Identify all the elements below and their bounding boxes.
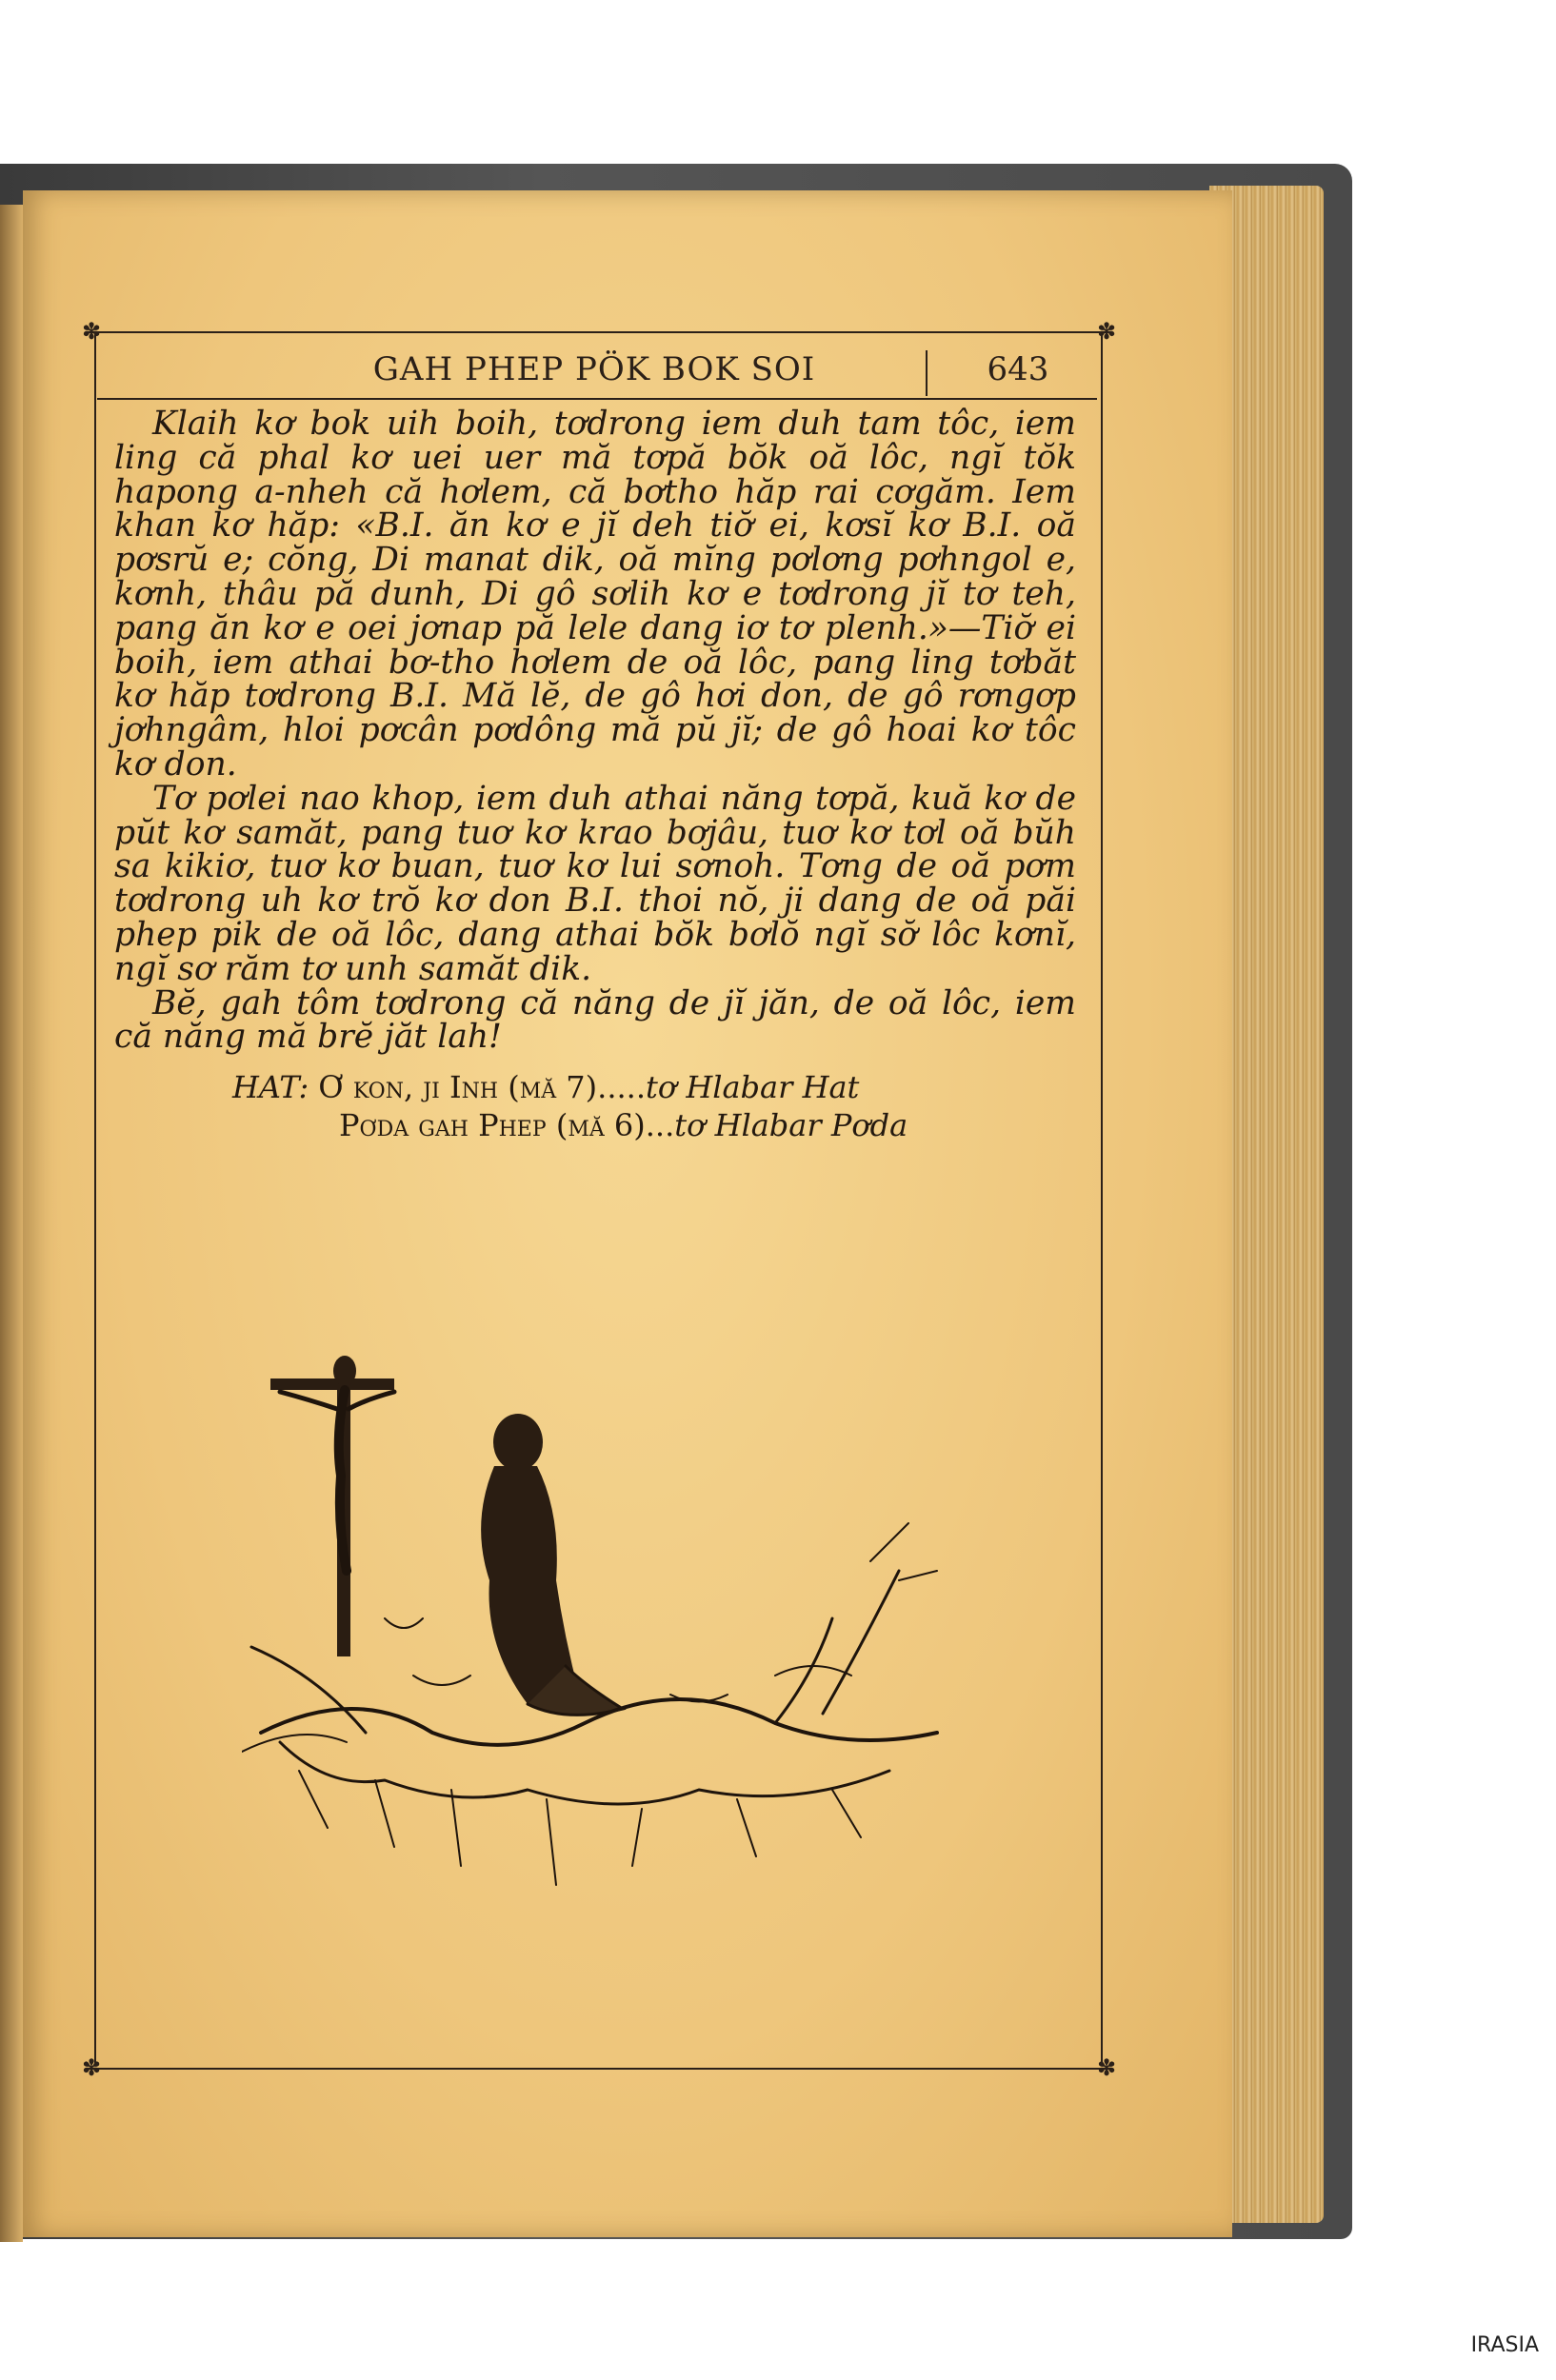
hymn-title: Ơ kon, ji Inh: [318, 1069, 499, 1105]
hymn-references: [232, 1068, 1089, 1144]
corner-ornament-icon: ✽: [82, 318, 102, 345]
running-head: GAH PHEP PÖK BOK SOI: [372, 350, 816, 388]
corner-ornament-icon: ✽: [82, 2054, 102, 2081]
hymn-title: Pơda gah Phep: [339, 1107, 547, 1143]
hymn-line: [232, 1068, 1089, 1106]
paragraph: Klaih kơ bok uih boih, tơdrong iem duh tam tôc, iem ling că phal kơ uei uer mă tơpă bŏk oă lôc, ngĭ tŏk hapong a-nheh că hơlem, că bơtho hăp rai cơgăm. Iem khan kơ hăp: «B.I. ăn kơ e jĭ deh tiơ̆ ei, kơsĭ kơ B.I. oă pơsrŭ e; cŏng, Di manat dik, oă mĭng pơlơng pơhngol e, kơnh, thâu pă dunh, Di gô sơlih kơ e tơdrong jĭ tơ teh, pang ăn kơ e oei jơnap pă lele dang iơ tơ plenh.»—Tiơ̆ ei boih, iem athai bơ-tho hơlem de oă lôc, pang ling tơbăt kơ hăp tơdrong B.I. Mă lĕ, de gô hơi don, de gô rơngơp jơhngâm, hloi pơcân pơdông mă pŭ jĭ; de gô hoai kơ tôc kơ don.: [114, 405, 1076, 783]
watermark: IRASIA: [1470, 2333, 1539, 2357]
hymn-source: tơ Hlabar Hat: [646, 1069, 860, 1105]
page-number: 643: [987, 350, 1049, 388]
body-text: [114, 407, 1076, 1055]
corner-ornament-icon: ✽: [1097, 2054, 1117, 2081]
bottom-rule: [90, 2068, 1108, 2070]
hymn-ref: (mă 6)...: [555, 1107, 675, 1143]
hymn-ref: (mă 7).....: [508, 1069, 647, 1105]
corner-ornament-icon: ✽: [1097, 318, 1117, 345]
left-page-edge: [0, 205, 23, 2242]
hymn-line: [232, 1106, 1089, 1144]
header-separator: [926, 350, 928, 396]
crucifix-engraving: [242, 1333, 956, 1923]
hymn-label: HAT:: [232, 1069, 309, 1105]
paragraph: Tơ pơlei nao khop, iem duh athai năng tơpă, kuă kơ de pŭt kơ samăt, pang tuơ kơ krao bơjâu, tuơ kơ tơl oă bŭh sa kikiơ, tuơ kơ buan, tuơ kơ lui sơnoh. Tơng de oă pơm tơdrong uh kơ trŏ kơ don B.I. thoi nŏ, ji dang de oă păi phep pik de oă lôc, dang athai bŏk bơlŏ ngĭ sơ̆ lôc kơnĭ, ngĭ sơ răm tơ unh samăt dik.: [114, 779, 1076, 988]
book-page: [23, 190, 1232, 2237]
hymn-source: tơ Hlabar Pơda: [674, 1107, 908, 1143]
paragraph: Bĕ, gah tôm tơdrong că năng de jĭ jăn, de oă lôc, iem că năng mă brĕ jăt lah!: [114, 983, 1076, 1057]
